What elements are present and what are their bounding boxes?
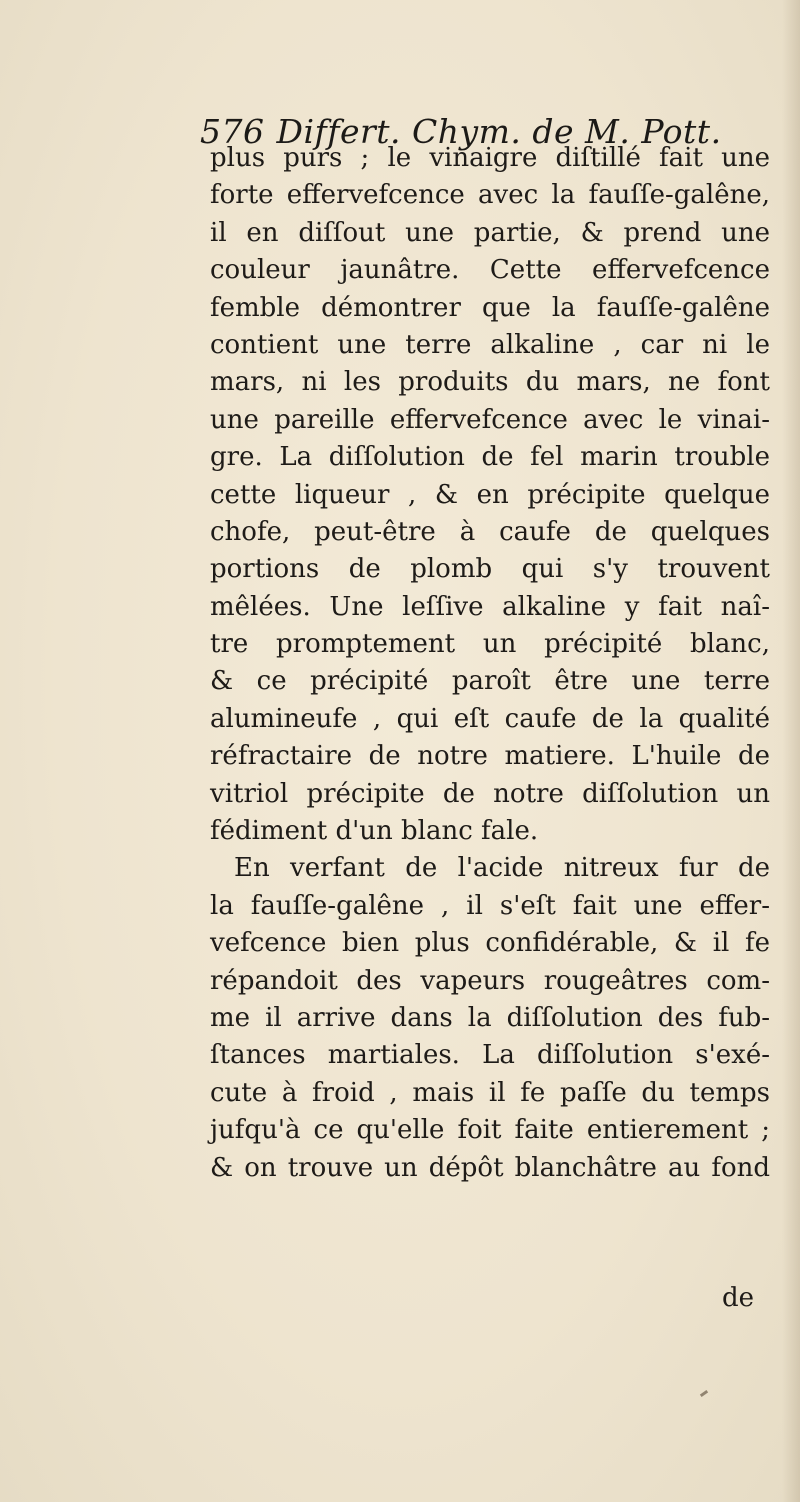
text-line: femble démontrer que la fauſſe-galêne: [210, 292, 770, 323]
text-line: chofe, peut-être à caufe de quelques: [210, 516, 770, 547]
text-line: réfractaire de notre matiere. L'huile de: [210, 741, 770, 772]
catchword: de: [722, 1283, 755, 1313]
page-edge-shadow: [782, 0, 800, 1502]
text-line: répandoit des vapeurs rougeâtres com-: [210, 965, 770, 996]
text-line: contient une terre alkaline , car ni le: [210, 329, 770, 360]
text-line: couleur jaunâtre. Cette effervefcence: [210, 255, 770, 286]
page-number: 576: [200, 112, 265, 151]
body-text: [210, 140, 770, 1187]
text-line: la fauſſe-galêne , il s'eſt fait une effer-: [210, 890, 770, 921]
paragraph-start-line: En verfant de l'acide nitreux fur de: [234, 853, 770, 884]
text-line: mêlées. Une leſſive alkaline y fait naî-: [210, 591, 770, 622]
text-line: & ce précipité paroît être une terre: [210, 666, 770, 697]
text-line: tre promptement un précipité blanc,: [210, 629, 770, 660]
text-line: portions de plomb qui s'y trouvent: [210, 554, 770, 585]
text-line: mars, ni les produits du mars, ne font: [210, 367, 770, 398]
text-line: forte effervefcence avec la fauſſe-galêne,: [210, 180, 770, 211]
text-line: vefcence bien plus confidérable, & il fe: [210, 928, 770, 959]
text-line: plus purs ; le vinaigre diſtillé fait une: [210, 143, 770, 173]
text-line: ſtances martiales. La diſſolution s'exé-: [210, 1040, 770, 1071]
ink-speck: [700, 1390, 708, 1397]
text-line: alumineufe , qui eſt caufe de la qualité: [210, 703, 770, 734]
text-line: cette liqueur , & en précipite quelque: [210, 479, 770, 510]
text-line: cute à froid , mais il fe paſſe du temps: [210, 1077, 770, 1108]
text-line: fédiment d'un blanc fale.: [210, 816, 539, 847]
text-line: jufqu'à ce qu'elle foit faite entierement ;: [210, 1115, 770, 1146]
text-line: une pareille effervefcence avec le vinai-: [210, 404, 770, 435]
text-line: gre. La diſſolution de fel marin trouble: [210, 442, 770, 473]
text-line: & on trouve un dépôt blanchâtre au fond: [210, 1152, 770, 1183]
text-line: me il arrive dans la diſſolution des fub-: [210, 1002, 770, 1033]
text-line: vitriol précipite de notre diſſolution un: [210, 778, 770, 809]
running-title: Differt. Chym. de M. Pott.: [276, 112, 722, 151]
text-line: il en diſſout une partie, & prend une: [210, 217, 770, 248]
